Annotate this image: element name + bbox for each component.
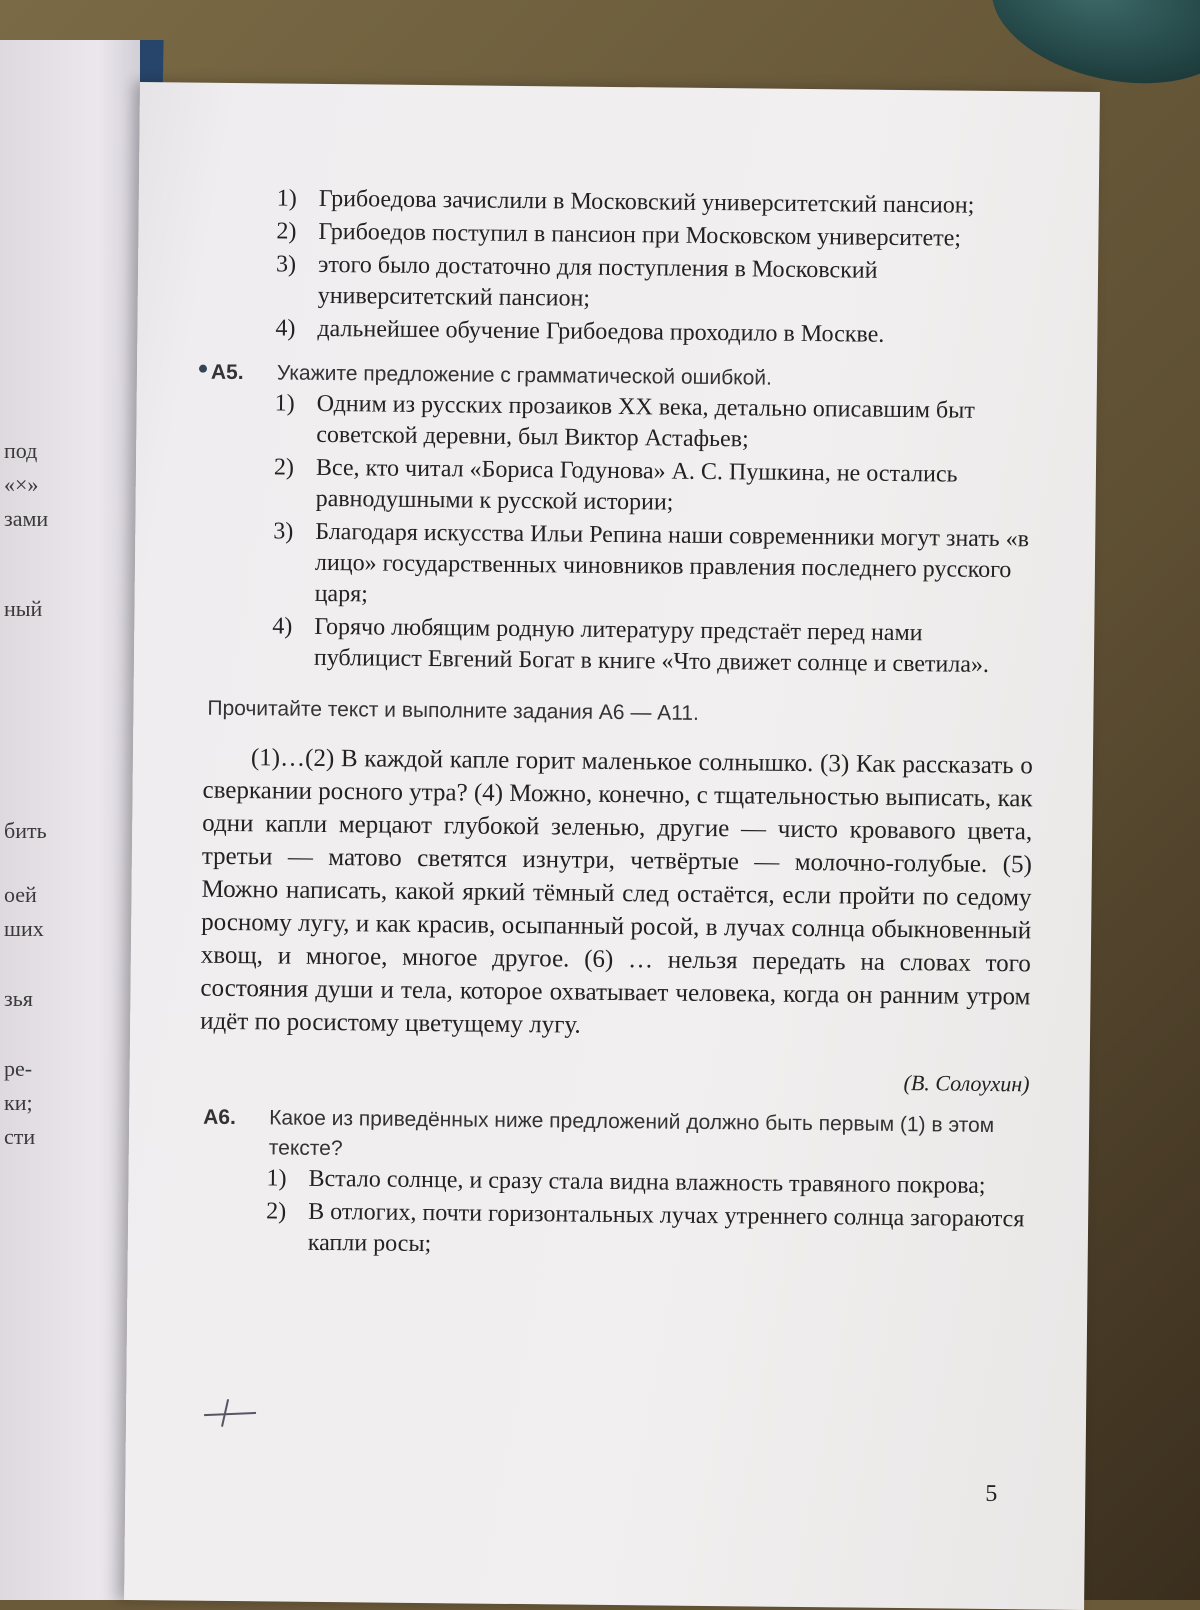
left-page [0, 40, 140, 1600]
option-text: этого было достаточно для поступления в Московский университетский пансион; [317, 251, 878, 312]
option-number: 2) [273, 454, 295, 481]
pen-mark [199, 365, 207, 373]
option-number: 1) [266, 1165, 287, 1192]
task-code: А5. [210, 360, 244, 385]
right-page [124, 82, 1100, 1610]
option-text: В отлогих, почти горизонтальных лучах утреннего солнца загораются капли росы; [307, 1198, 1025, 1258]
left-page-fragment: ре- [4, 1056, 33, 1081]
option-text: Грибоедов поступил в пансион при Московском университете; [318, 218, 962, 252]
left-page-fragment: ный [4, 596, 43, 621]
left-page-fragment: ших [4, 916, 44, 941]
option-number: 4) [275, 315, 296, 342]
task-question-text: Укажите предложение с грамматической ошибкой. [276, 361, 773, 390]
option-number: 1) [276, 185, 297, 212]
answer-option [204, 611, 1035, 682]
option-text: Встало солнце, и сразу стала видна влажность травяного покрова; [308, 1165, 986, 1199]
answer-option [206, 388, 1037, 459]
answer-option [198, 1196, 1029, 1267]
option-number: 4) [272, 613, 293, 640]
option-number: 2) [266, 1198, 287, 1225]
answer-option [208, 249, 1039, 320]
option-text: Одним из русских прозаиков XX века, детально описавшим быт советской деревни, был Виктор Астафьев; [316, 390, 975, 453]
left-page-fragment: сти [4, 1124, 36, 1149]
reading-passage: (1)…(2) В каждой капле горит маленькое солнышко. (3) Как рассказать о сверкании росного утра? (4) Можно, конечно, с тщательностью выписать, как одни капли мерцают глубокой зеленью, другие — чисто кровавого цвета, третьи — матово светятся изнутри, четвёртые — молочно-голубые. (5) Можно написать, какой яркий тёмный след остаётся, если пройти по седому росному лугу, и как красив, осыпанный росой, в лучах солнца обыкновенный хвощ, и многое, многое другое. (6) … нельзя передать на словах того состояния души и тела, которое охватывает человека, когда он ранним утром идёт по росистому цветущему лугу. [200, 744, 1034, 1039]
answer-option [207, 313, 1037, 353]
left-page-fragment: оей [4, 882, 37, 907]
option-text: дальнейшее обучение Грибоедова проходило в Москве. [317, 315, 885, 348]
passage-author: (В. Солоухин) [903, 1070, 1030, 1097]
left-page-fragment: бить [4, 818, 47, 843]
option-text: Благодаря искусства Ильи Репина наши современники могут знать «в лицо» государственных чиновников правления последнего русского царя; [314, 518, 1030, 608]
option-number: 3) [273, 518, 294, 545]
left-page-fragment: зами [4, 506, 49, 531]
option-number: 3) [275, 251, 297, 278]
page-number: 5 [985, 1480, 998, 1508]
answer-option [204, 516, 1035, 618]
option-text: Все, кто читал «Бориса Годунова» А. С. Пушкина, не остались равнодушными к русской истории; [315, 454, 958, 516]
reading-instruction: Прочитайте текст и выполните задания А6 — А11. [207, 696, 699, 725]
option-number: 1) [274, 390, 295, 417]
page-content [198, 183, 1039, 1269]
left-page-fragment: под [4, 438, 38, 463]
option-text: Горячо любящим родную литературу предстаёт перед нами публицист Евгений Богат в книге «Что движет солнце и светила». [313, 613, 990, 678]
pen-mark [204, 1412, 256, 1416]
task-question-text: Какое из приведённых ниже предложений должно быть первым (1) в этом тексте? [268, 1106, 995, 1161]
left-page-fragment: «×» [4, 472, 39, 497]
task-a6 [198, 1103, 1030, 1267]
answer-option [205, 452, 1036, 523]
left-page-fragment: ки; [4, 1090, 33, 1115]
task-a5 [204, 358, 1037, 682]
task-code: А6. [203, 1105, 236, 1130]
task-question [199, 1103, 1030, 1172]
option-text: Грибоедова зачислили в Московский университетский пансион; [318, 185, 975, 219]
left-page-fragment: зья [4, 986, 33, 1011]
option-number: 2) [276, 218, 297, 245]
